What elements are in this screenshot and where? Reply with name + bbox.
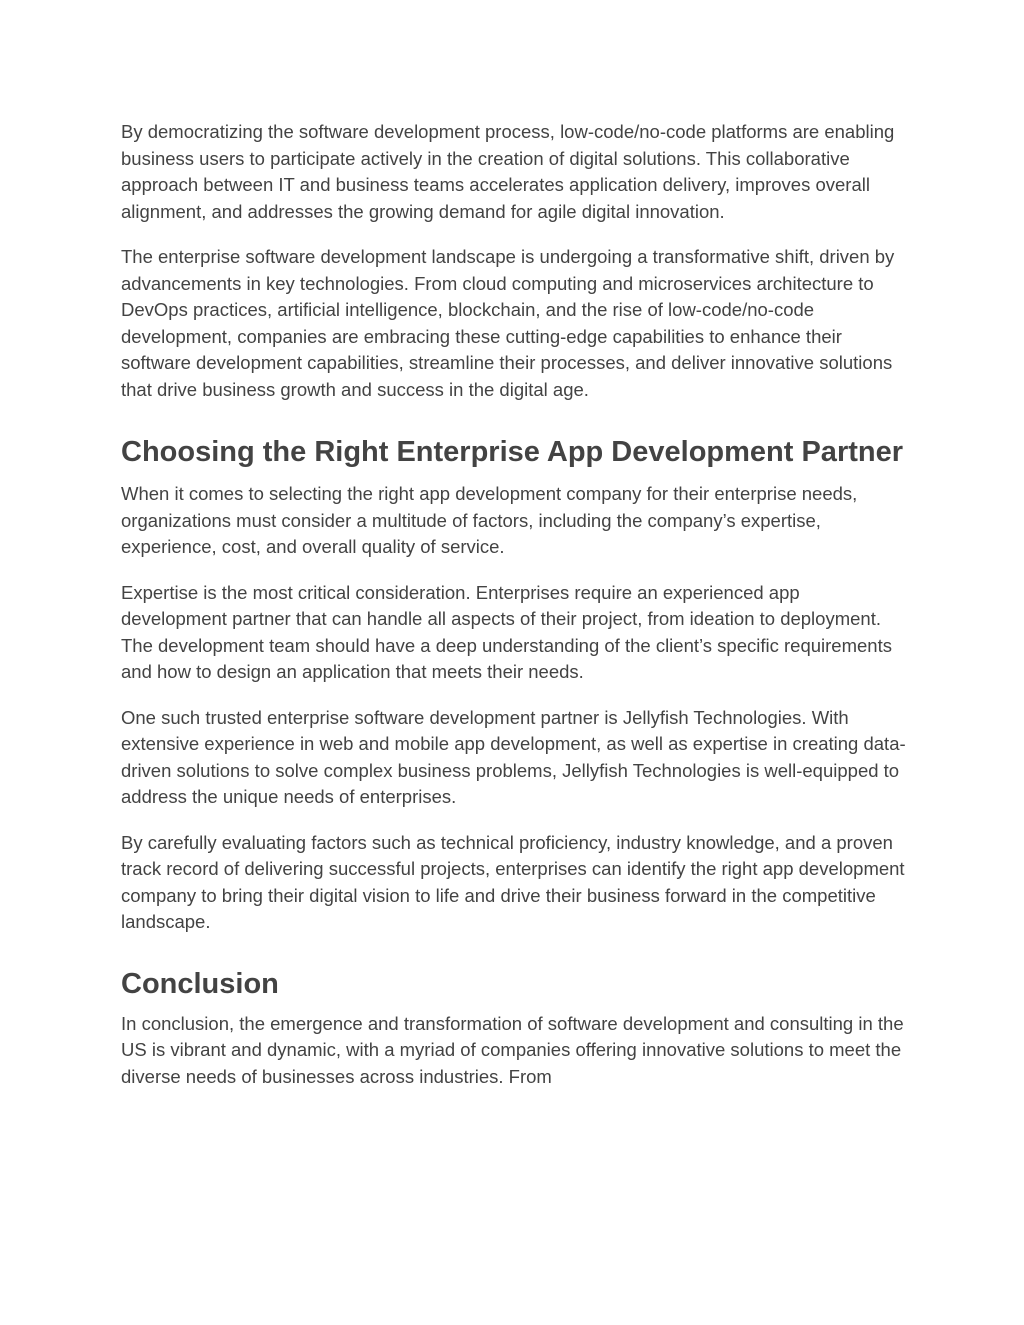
conclusion-paragraph-1: In conclusion, the emergence and transformation of software development and consulting in the US is vibrant and dynamic, with a myriad of companies offering innovative solutions to meet the diverse needs of businesses across industries. From <box>121 1012 904 1087</box>
intro-paragraph-2: The enterprise software development landscape is undergoing a transformative shift, driven by advancements in key technologies. From cloud computing and microservices architecture to DevOps practices, artificial intelligence, blockchain, and the rise of low-code/no-code development, companies are embracing these cutting-edge capabilities to enhance their software development capabilities, streamline their processes, and deliver innovative solutions that drive business growth and success in the digital age. <box>121 246 895 400</box>
partner-paragraph-1: When it comes to selecting the right app development company for their enterprise needs, organizations must consider a multitude of factors, including the company’s expertise, experience, cost, and overall quality of service. <box>121 483 858 557</box>
partner-section-heading: Choosing the Right Enterprise App Development Partner <box>121 436 904 468</box>
intro-paragraph-1: By democratizing the software development process, low-code/no-code platforms are enabling business users to participate actively in the creation of digital solutions. This collaborative approach between IT and business teams accelerates application delivery, improves overall alignment, and addresses the growing demand for agile digital innovation. <box>121 121 895 222</box>
conclusion-heading: Conclusion <box>121 967 279 1000</box>
partner-paragraph-2: Expertise is the most critical consideration. Enterprises require an experienced app development partner that can handle all aspects of their project, from ideation to deployment. The development team should have a deep understanding of the client’s specific requirements and how to design an application that meets their needs. <box>121 581 892 682</box>
partner-paragraph-4: By carefully evaluating factors such as technical proficiency, industry knowledge, and a proven track record of delivering successful projects, enterprises can identify the right app development company to bring their digital vision to life and drive their business forward in the competitive landscape. <box>121 831 905 932</box>
partner-paragraph-3: One such trusted enterprise software development partner is Jellyfish Technologies. With extensive experience in web and mobile app development, as well as expertise in creating data-driven solutions to solve complex business problems, Jellyfish Technologies is well-equipped to address the unique needs of enterprises. <box>121 706 906 807</box>
